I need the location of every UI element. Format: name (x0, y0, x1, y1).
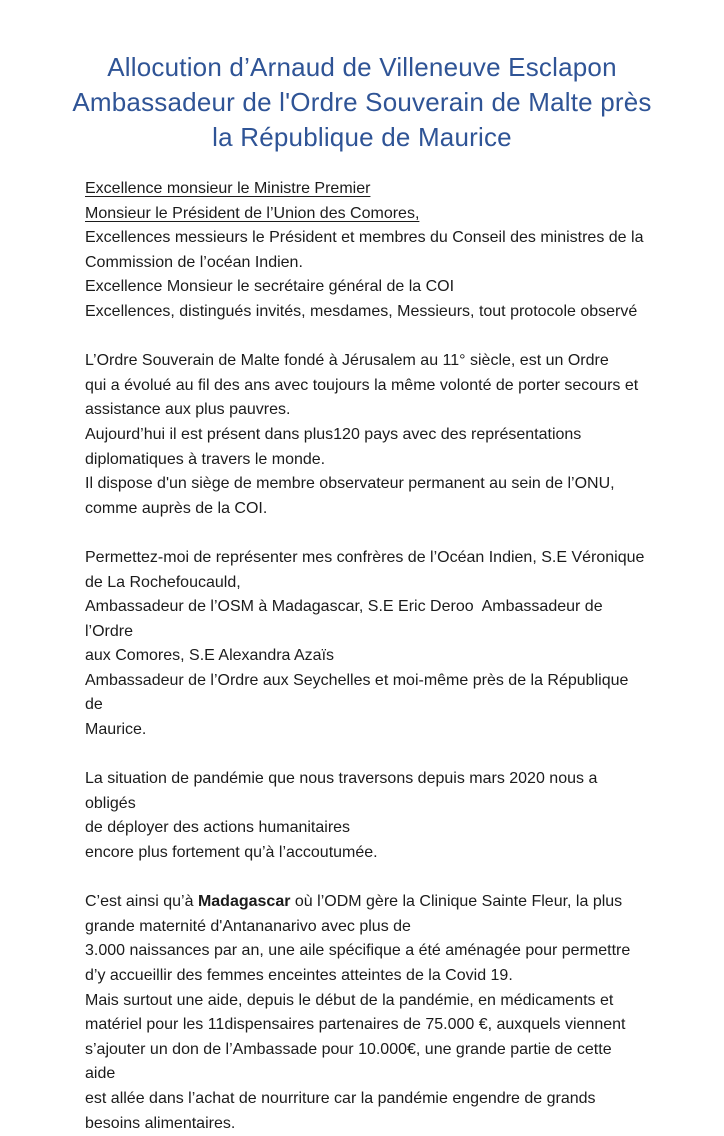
text-segment: 3.000 naissances par an, une aile spécifique a été aménagée pour permettre (85, 942, 631, 960)
text-segment: où l’ODM gère la Clinique Sainte Fleur, la plus (290, 893, 623, 911)
text-segment: de déployer des actions humanitaires (85, 819, 351, 837)
text-line (85, 915, 646, 940)
text-line (85, 1013, 646, 1038)
paragraph (85, 890, 646, 1136)
text-line (85, 816, 646, 841)
text-line (85, 841, 646, 866)
text-segment: assistance aux plus pauvres. (85, 401, 291, 419)
text-segment: comme auprès de la COI. (85, 499, 268, 517)
document-title-line: Ambassadeur de l'Ordre Souverain de Malte près (72, 87, 652, 117)
text-segment: besoins alimentaires. (85, 1114, 236, 1132)
text-line (85, 718, 646, 743)
text-line (85, 251, 646, 276)
text-line (85, 546, 646, 571)
text-segment: L’Ordre Souverain de Malte fondé à Jérusalem au 11° siècle, est un Ordre (85, 352, 609, 370)
text-line (85, 669, 646, 718)
text-segment: Excellence monsieur le Ministre Premier (85, 180, 371, 197)
text-line (85, 595, 646, 644)
text-line (85, 497, 646, 522)
text-segment: La situation de pandémie que nous traversons depuis mars 2020 nous a obligés (85, 770, 602, 812)
paragraph (85, 177, 646, 325)
document-title (0, 50, 724, 155)
text-line (85, 989, 646, 1014)
text-segment: d’y accueillir des femmes enceintes atteintes de la Covid 19. (85, 967, 513, 984)
text-line (85, 423, 646, 448)
text-segment: Monsieur le Président de l’Union des Comores, (85, 204, 420, 222)
text-segment: est allée dans l’achat de nourriture car la pandémie engendre de grands (85, 1089, 596, 1107)
text-segment: grande maternité d'Antananarivo avec plus de (85, 917, 411, 935)
text-line (85, 472, 646, 497)
paragraph (85, 349, 646, 521)
text-segment: Commission de l’océan Indien. (85, 253, 303, 271)
text-segment: Madagascar (197, 893, 291, 911)
text-line (85, 398, 646, 423)
paragraph (85, 546, 646, 743)
text-segment: Aujourd’hui il est présent dans plus120 pays avec des représentations (85, 425, 582, 443)
text-segment: Excellence Monsieur le secrétaire général de la COI (85, 278, 455, 296)
text-segment: Il dispose d'un siège de membre observateur permanent au sein de l’ONU, (85, 475, 615, 493)
text-segment: qui a évolué au fil des ans avec toujours la même volonté de porter secours et (85, 376, 639, 394)
text-line (85, 964, 646, 989)
text-line (85, 275, 646, 300)
document-title-line: la République de Maurice (212, 122, 512, 152)
text-line (85, 349, 646, 374)
text-line (85, 448, 646, 473)
text-segment: Ambassadeur de l’OSM à Madagascar, S.E Eric Deroo Ambassadeur de l’Ordre (85, 598, 608, 640)
text-line (85, 177, 646, 202)
text-segment: Maurice. (85, 721, 147, 739)
text-segment: Excellences, distingués invités, mesdames, Messieurs, tout protocole observé (85, 302, 638, 320)
text-line (85, 1038, 646, 1087)
text-segment: Mais surtout une aide, depuis le début de la pandémie, en médicaments et (85, 991, 614, 1009)
text-line (85, 767, 646, 816)
text-segment: de La Rochefoucauld, (85, 573, 241, 591)
text-line (85, 571, 646, 596)
text-segment: Excellences messieurs le Président et membres du Conseil des ministres de la (85, 229, 644, 247)
text-segment: s’ajouter un don de l’Ambassade pour 10.000€, une grande partie de cette aide (85, 1040, 617, 1083)
text-segment: aux Comores, S.E Alexandra Azaïs (85, 647, 335, 665)
text-line (85, 1112, 646, 1136)
text-segment: diplomatiques à travers le monde. (85, 450, 326, 468)
text-segment: C’est ainsi qu’à (85, 893, 198, 911)
text-line (85, 939, 646, 964)
text-line (85, 202, 646, 227)
document-body (85, 177, 646, 1136)
text-segment: matériel pour les 11dispensaires partenaires de 75.000 €, auxquels viennent (85, 1016, 626, 1034)
text-line (85, 1087, 646, 1112)
text-line (85, 890, 646, 915)
text-line (85, 374, 646, 399)
text-line (85, 226, 646, 251)
text-line (85, 644, 646, 669)
text-segment: encore plus fortement qu’à l’accoutumée. (85, 844, 378, 862)
document-title-line: Allocution d’Arnaud de Villeneuve Esclapon (107, 52, 617, 82)
text-line (85, 300, 646, 325)
text-segment: Ambassadeur de l’Ordre aux Seychelles et moi-même près de la République de (85, 671, 633, 714)
paragraph (85, 767, 646, 865)
text-segment: Permettez-moi de représenter mes confrères de l’Océan Indien, S.E Véronique (85, 548, 645, 566)
